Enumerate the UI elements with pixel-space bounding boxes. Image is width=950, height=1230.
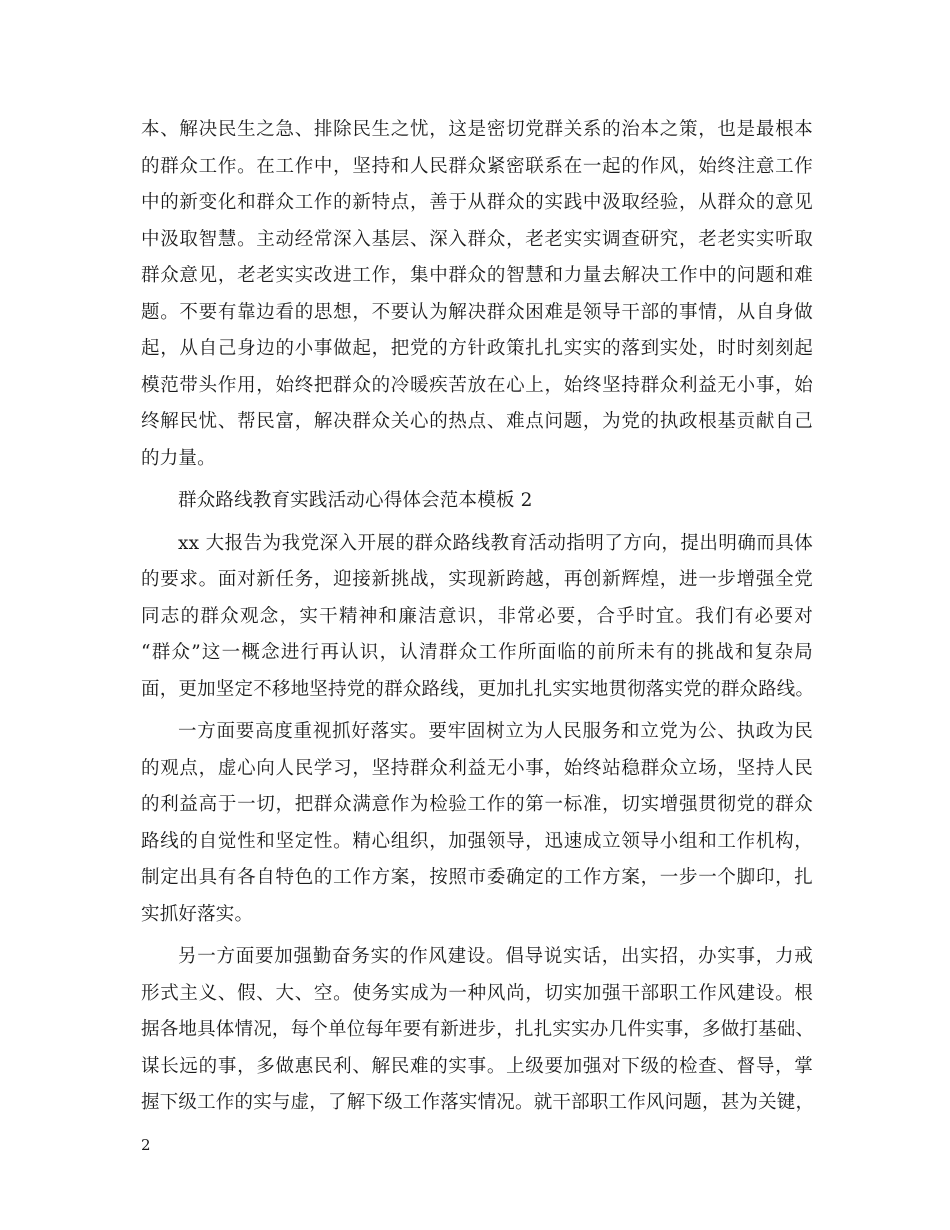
text-line: “群众”这一概念进行再认识，认清群众工作所面临的前所未有的挑战和复杂局	[141, 642, 813, 663]
text-line: 据各地具体情况，每个单位每年要有新进步，扎扎实实办几件实事，多做打基础、	[141, 1019, 815, 1040]
text-line: 的要求。面对新任务，迎接新挑战，实现新跨越，再创新辉煌，进一步增强全党	[141, 569, 813, 590]
paragraph-1	[141, 112, 813, 477]
paragraph-2	[141, 526, 813, 709]
page-number: 2	[141, 1136, 151, 1154]
text-line: xx 大报告为我党深入开展的群众路线教育活动指明了方向，提出明确而具体	[178, 532, 813, 554]
text-line: 的观点，虚心向人民学习，坚持群众利益无小事，始终站稳群众立场，坚持人民	[141, 757, 813, 779]
text-line: 起，从自己身边的小事做起，把党的方针政策扎扎实实的落到实处，时时刻刻起	[141, 338, 813, 359]
text-line: 的利益高于一切，把群众满意作为检验工作的第一标准，切实增强贯彻党的群众	[141, 794, 813, 815]
text-line: 一方面要高度重视抓好落实。要牢固树立为人民服务和立党为公、执政为民	[178, 721, 813, 742]
text-line: 终解民忧、帮民富，解决群众关心的热点、难点问题，为党的执政根基贡献自己	[141, 411, 813, 432]
text-line: 同志的群众观念，实干精神和廉洁意识，非常必要，合乎时宜。我们有必要对	[141, 605, 813, 627]
text-line: 本、解决民生之急、排除民生之忧，这是密切党群关系的治本之策，也是最根本	[141, 119, 813, 140]
text-line: 中的新变化和群众工作的新特点，善于从群众的实践中汲取经验，从群众的意见	[141, 192, 813, 213]
text-line: 面，更加坚定不移地坚持党的群众路线，更加扎扎实实地贯彻落实党的群众路线。	[141, 678, 815, 700]
text-line: 形式主义、假、大、空。使务实成为一种风尚，切实加强干部职工作风建设。根	[141, 982, 813, 1004]
text-line: 另一方面要加强勤奋务实的作风建设。倡导说实话，出实招，办实事，力戒	[178, 946, 813, 967]
paragraph-4	[141, 939, 813, 1122]
text-line: 中汲取智慧。主动经常深入基层、深入群众，老老实实调查研究，老老实实听取	[141, 228, 813, 250]
section-heading	[141, 483, 813, 520]
text-line: 制定出具有各自特色的工作方案，按照市委确定的工作方案，一步一个脚印，扎	[141, 867, 813, 888]
text-line: 群众意见，老老实实改进工作，集中群众的智慧和力量去解决工作中的问题和难	[141, 265, 813, 286]
paragraph-3	[141, 714, 813, 933]
text-line: 的群众工作。在工作中，坚持和人民群众紧密联系在一起的作风，始终注意工作	[141, 155, 813, 177]
text-line: 握下级工作的实与虚，了解下级工作落实情况。就干部职工作风问题，甚为关键，	[141, 1092, 815, 1113]
text-line: 谋长远的事，多做惠民利、解民难的实事。上级要加强对下级的检查、督导，掌	[141, 1055, 813, 1077]
text-line: 路线的自觉性和坚定性。精心组织，加强领导，迅速成立领导小组和工作机构，	[141, 830, 813, 852]
heading-text: 群众路线教育实践活动心得体会范本模板 2	[178, 490, 533, 511]
text-line: 模范带头作用，始终把群众的冷暖疾苦放在心上，始终坚持群众利益无小事，始	[141, 374, 813, 396]
text-line: 实抓好落实。	[141, 903, 254, 925]
document-body	[141, 112, 813, 1128]
text-line: 的力量。	[141, 447, 216, 469]
text-line: 题。不要有靠边看的思想，不要认为解决群众困难是领导干部的事情，从自身做	[141, 301, 813, 323]
